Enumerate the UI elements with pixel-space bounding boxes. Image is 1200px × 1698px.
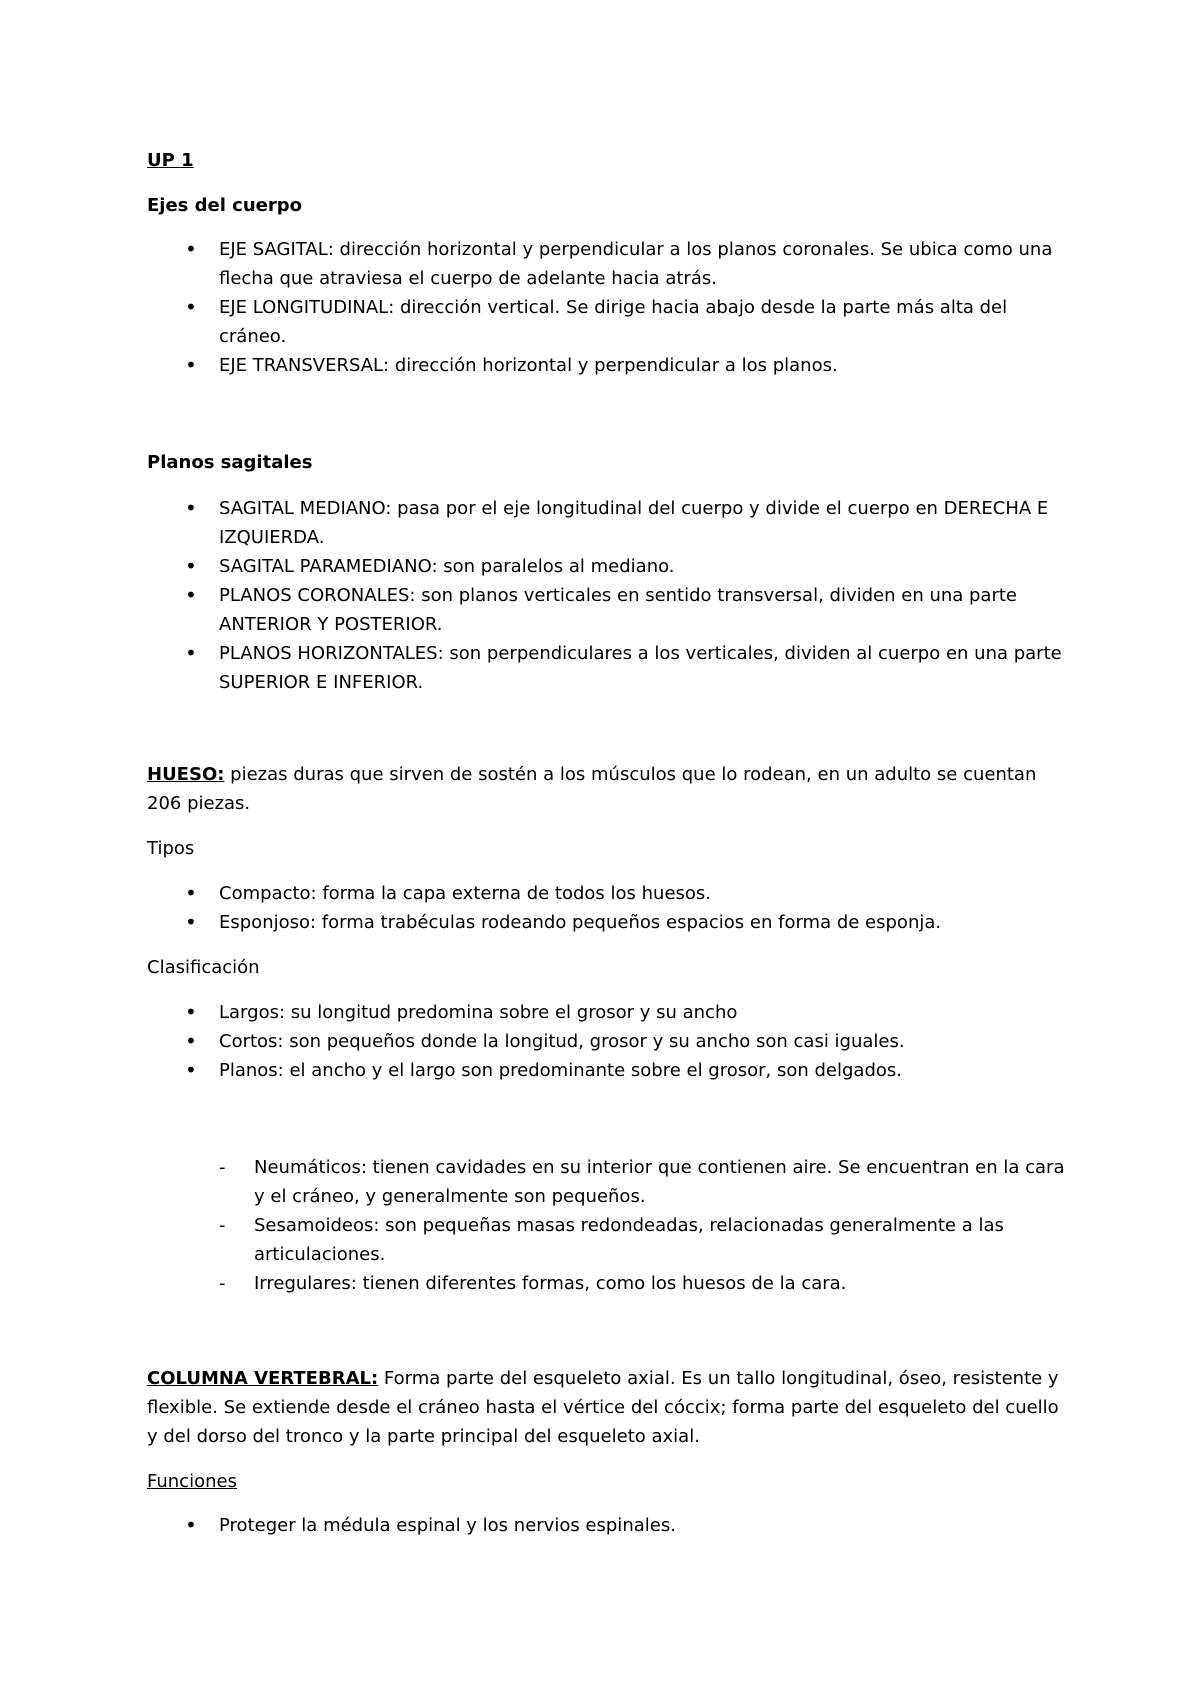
- item-text: Proteger la médula espinal y los nervios espinales.: [219, 1515, 676, 1536]
- item-text: su longitud predomina sobre el grosor y su ancho: [285, 1002, 738, 1023]
- item-text: tienen diferentes formas, como los huesos de la cara.: [356, 1273, 847, 1294]
- tipos-list: [147, 879, 1067, 937]
- item-text: forma trabéculas rodeando pequeños espacios en forma de esponja.: [316, 912, 942, 933]
- item-label: Esponjoso:: [219, 912, 317, 933]
- list-item: [147, 552, 1067, 581]
- item-text: pasa por el eje longitudinal del cuerpo y divide el cuerpo en DERECHA E IZQUIERDA.: [219, 498, 1049, 548]
- columna-paragraph: [147, 1364, 1067, 1451]
- list-item: [147, 293, 1067, 351]
- ejes-list: [147, 235, 1067, 380]
- item-label: EJE LONGITUDINAL:: [219, 297, 395, 318]
- item-label: Irregulares:: [254, 1273, 357, 1294]
- item-label: Sesamoideos:: [254, 1215, 380, 1236]
- list-item: [147, 235, 1067, 293]
- list-item: [147, 1511, 1067, 1540]
- list-item: [147, 1153, 1067, 1211]
- columna-label: COLUMNA VERTEBRAL:: [147, 1368, 379, 1389]
- item-text: son pequeñas masas redondeadas, relacionadas generalmente a las articulaciones.: [254, 1215, 1004, 1265]
- item-text: dirección horizontal y perpendicular a los planos coronales. Se ubica como una flecha que atraviesa el cuerpo de adelante hacia atrás.: [219, 239, 1053, 289]
- item-text: dirección horizontal y perpendicular a los planos.: [389, 355, 838, 376]
- planos-heading: Planos sagitales: [147, 452, 313, 473]
- planos-list: [147, 494, 1067, 697]
- item-text: son pequeños donde la longitud, grosor y su ancho son casi iguales.: [283, 1031, 905, 1052]
- item-text: el ancho y el largo son predominante sobre el grosor, son delgados.: [283, 1060, 902, 1081]
- list-item: [147, 639, 1067, 697]
- ejes-heading: Ejes del cuerpo: [147, 195, 303, 216]
- clasificacion-dash-list: [147, 1153, 1067, 1298]
- item-text: tienen cavidades en su interior que contienen aire. Se encuentran en la cara y el cráneo, y generalmente son pequeños.: [254, 1157, 1065, 1207]
- item-text: dirección vertical. Se dirige hacia abajo desde la parte más alta del cráneo.: [219, 297, 1008, 347]
- funciones-heading: Funciones: [147, 1471, 237, 1492]
- item-label: Cortos:: [219, 1031, 284, 1052]
- list-item: [147, 581, 1067, 639]
- clasificacion-list: [147, 998, 1067, 1085]
- item-text: son paralelos al mediano.: [437, 556, 675, 577]
- hueso-paragraph: [147, 760, 1067, 818]
- doc-title: UP 1: [147, 150, 194, 171]
- list-item: [147, 1269, 1067, 1298]
- list-item: [147, 1027, 1067, 1056]
- funciones-list: [147, 1511, 1067, 1540]
- list-item: [147, 998, 1067, 1027]
- clasificacion-heading: Clasificación: [147, 957, 260, 978]
- item-label: Planos:: [219, 1060, 284, 1081]
- list-item: [147, 1056, 1067, 1085]
- item-label: EJE TRANSVERSAL:: [219, 355, 390, 376]
- item-text: son perpendiculares a los verticales, dividen al cuerpo en una parte SUPERIOR E INFERIOR.: [219, 643, 1062, 693]
- item-label: PLANOS HORIZONTALES:: [219, 643, 444, 664]
- item-label: EJE SAGITAL:: [219, 239, 334, 260]
- item-label: SAGITAL MEDIANO:: [219, 498, 392, 519]
- list-item: [147, 879, 1067, 908]
- item-label: PLANOS CORONALES:: [219, 585, 416, 606]
- tipos-heading: Tipos: [147, 838, 195, 859]
- columna-text: Forma parte del esqueleto axial. Es un tallo longitudinal, óseo, resistente y flexible. Se extiende desde el cráneo hasta el vértice del cóccix; forma parte del esqueleto del cuello y del dorso del tronco y la parte principal del esqueleto axial.: [147, 1368, 1059, 1447]
- list-item: [147, 1211, 1067, 1269]
- item-text: forma la capa externa de todos los huesos.: [316, 883, 712, 904]
- list-item: [147, 908, 1067, 937]
- item-text: son planos verticales en sentido transversal, dividen en una parte ANTERIOR Y POSTERIOR.: [219, 585, 1017, 635]
- list-item: [147, 494, 1067, 552]
- hueso-text: piezas duras que sirven de sostén a los músculos que lo rodean, en un adulto se cuentan 206 piezas.: [147, 764, 1037, 814]
- item-label: Compacto:: [219, 883, 317, 904]
- hueso-label: HUESO:: [147, 764, 225, 785]
- item-label: SAGITAL PARAMEDIANO:: [219, 556, 438, 577]
- item-label: Largos:: [219, 1002, 286, 1023]
- list-item: [147, 351, 1067, 380]
- item-label: Neumáticos:: [254, 1157, 367, 1178]
